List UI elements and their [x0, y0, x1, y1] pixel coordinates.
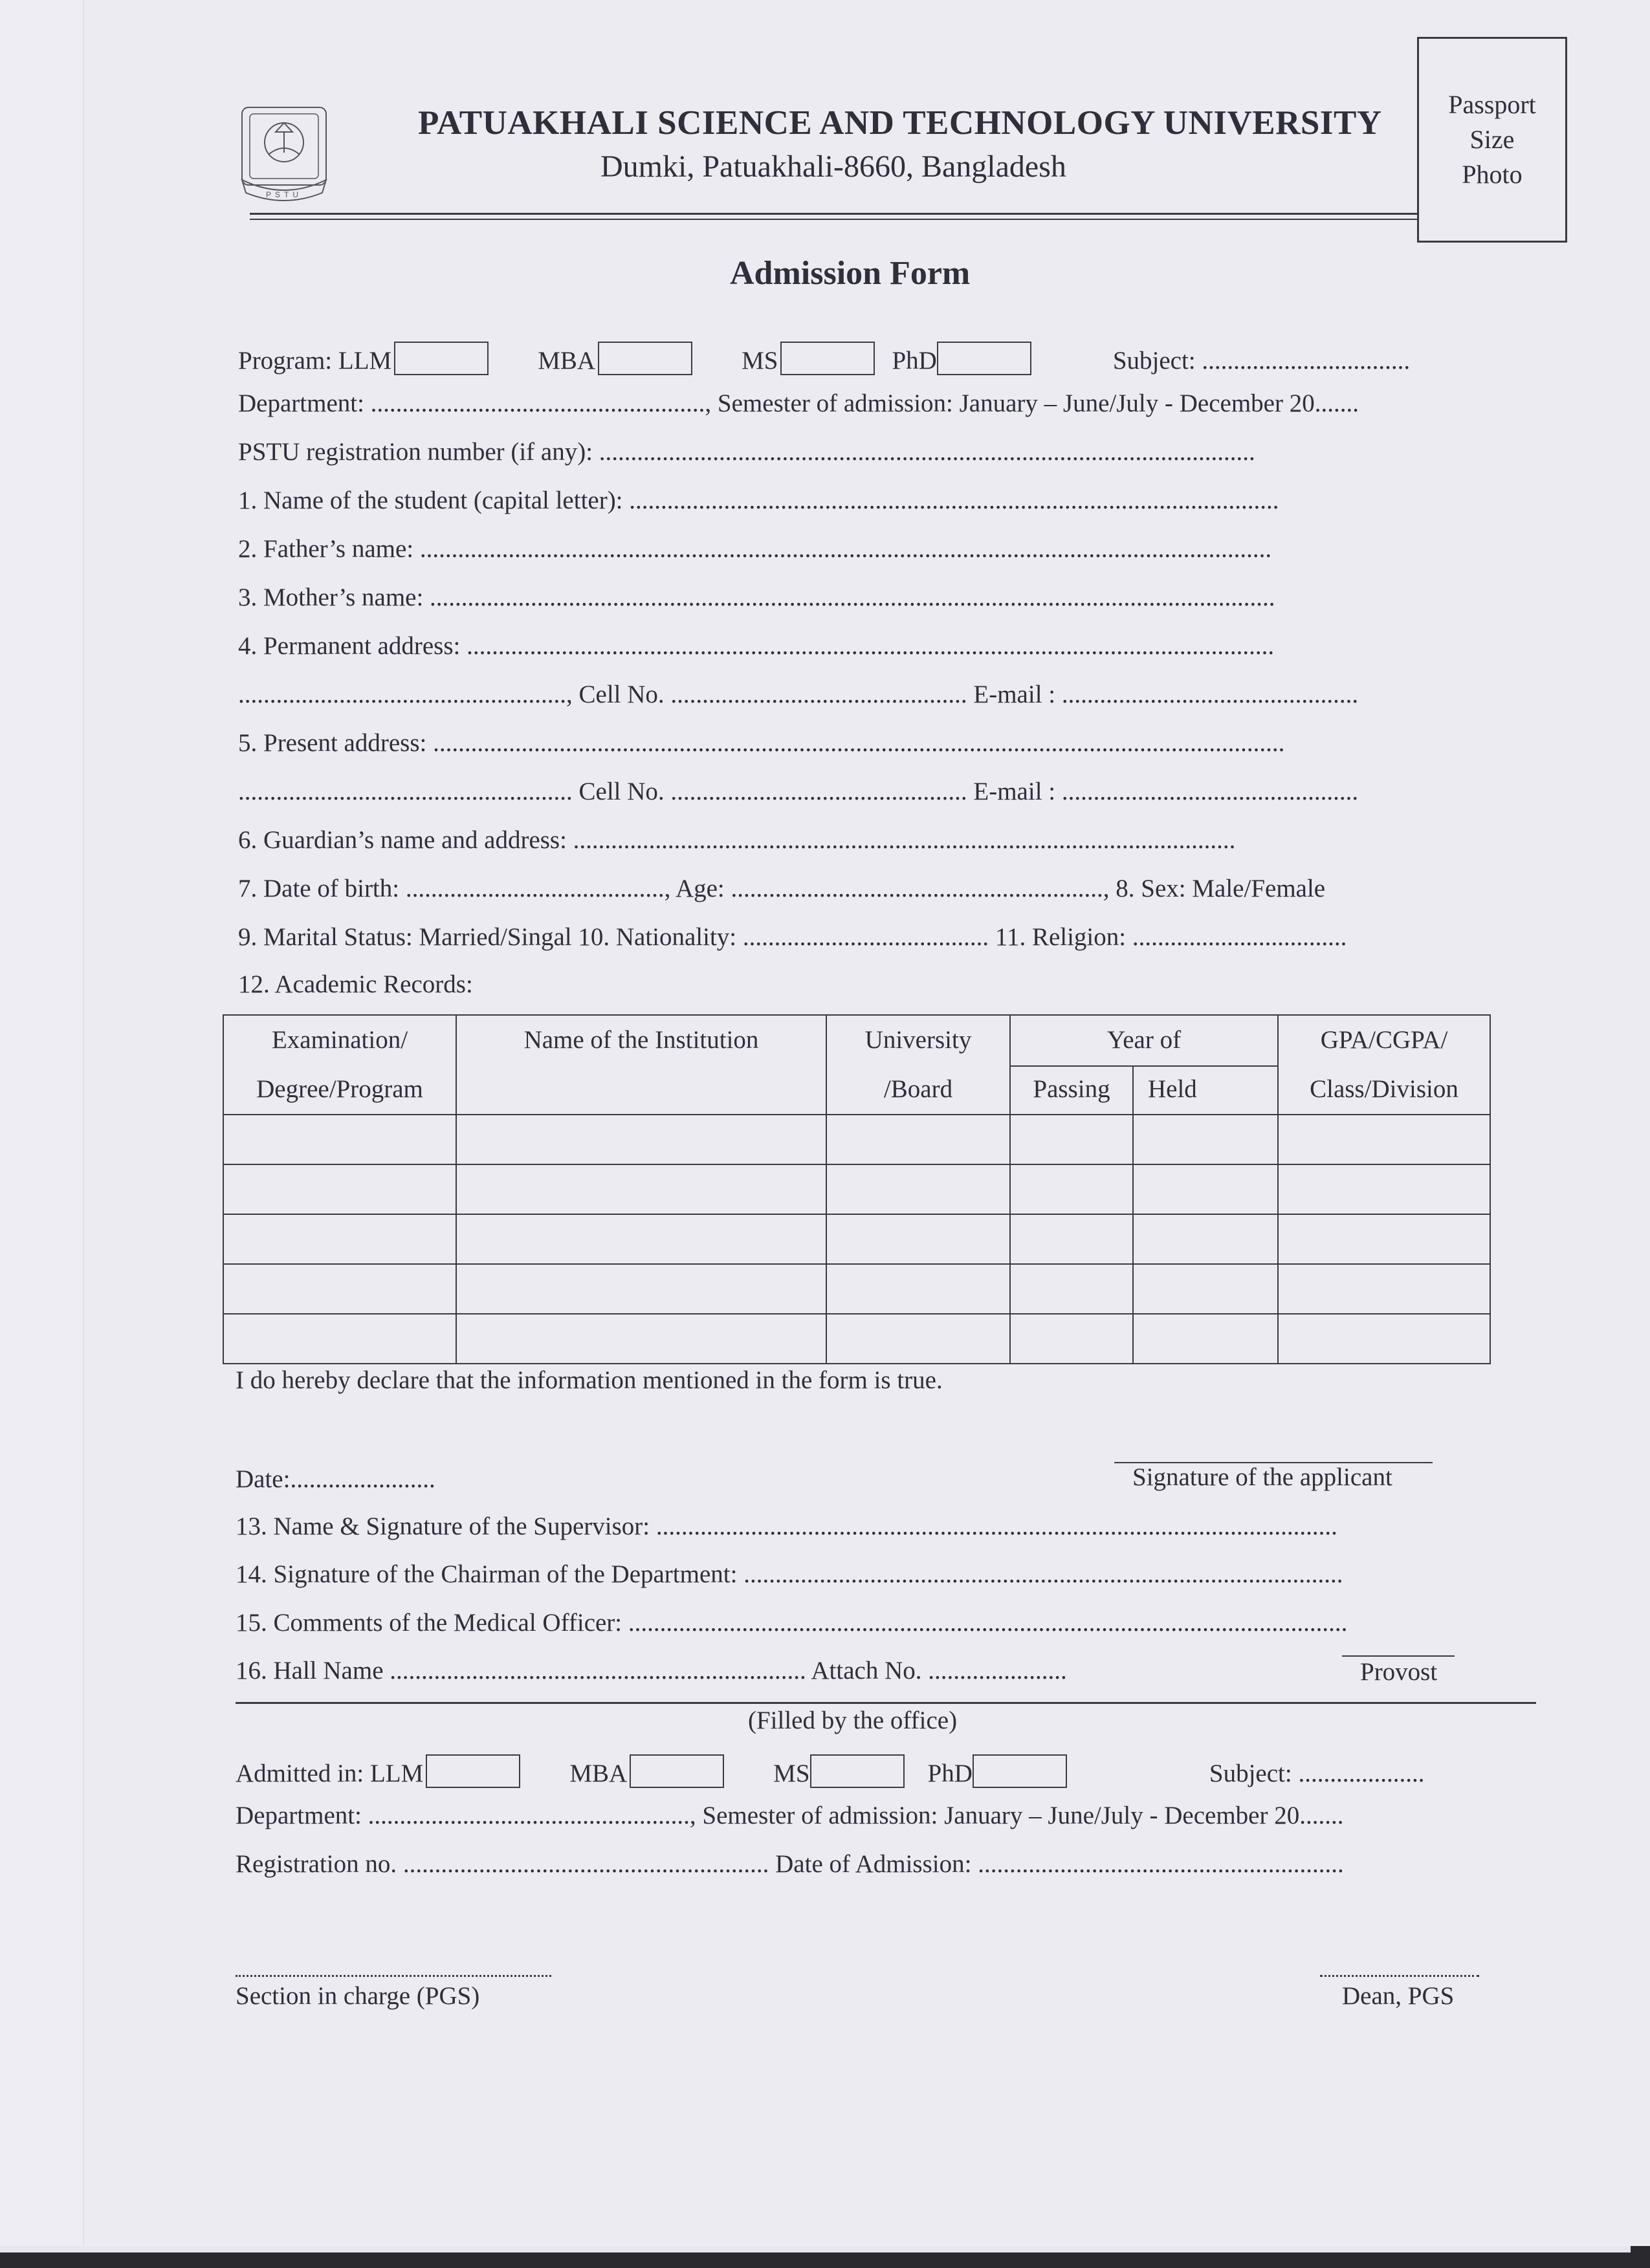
table-cell[interactable]	[1278, 1214, 1490, 1264]
table-cell[interactable]	[223, 1314, 456, 1364]
photo-label-line: Photo	[1462, 160, 1523, 189]
present-contact-line[interactable]: ..................................................... Cell No. ............................................... E-mail : ...............................................	[238, 778, 1359, 805]
table-cell[interactable]	[1133, 1264, 1278, 1314]
mother-name-line[interactable]: 3. Mother’s name: ......................................................................................................................................	[238, 583, 1275, 611]
office-ms-label: MS	[773, 1760, 810, 1787]
table-cell[interactable]	[1010, 1214, 1133, 1264]
marital-nationality-religion-line[interactable]: 9. Marital Status: Married/Singal 10. Nationality: ....................................... 11. Religion: ..................................	[238, 923, 1347, 951]
ms-checkbox[interactable]	[780, 342, 875, 375]
table-cell[interactable]	[826, 1164, 1010, 1214]
university-name: PATUAKHALI SCIENCE AND TECHNOLOGY UNIVERSITY	[418, 104, 1382, 142]
program-row	[238, 342, 1410, 375]
table-cell[interactable]	[223, 1214, 456, 1264]
table-row	[223, 1214, 1490, 1264]
table-cell[interactable]	[456, 1314, 826, 1364]
section-in-charge-label: Section in charge (PGS)	[236, 1982, 480, 2010]
office-subject-field[interactable]: Subject: ....................	[1209, 1760, 1425, 1787]
guardian-line[interactable]: 6. Guardian’s name and address: .........................................................................................................	[238, 826, 1236, 854]
table-cell[interactable]	[826, 1264, 1010, 1314]
university-address: Dumki, Patuakhali-8660, Bangladesh	[600, 149, 1066, 184]
header-gpa: GPA/CGPA/ Class/Division	[1278, 1015, 1490, 1115]
table-cell[interactable]	[1278, 1164, 1490, 1214]
table-row	[223, 1314, 1490, 1364]
mba-checkbox[interactable]	[598, 342, 692, 375]
signature-applicant-label: Signature of the applicant	[1132, 1463, 1392, 1491]
table-cell[interactable]	[1133, 1214, 1278, 1264]
table-cell[interactable]	[1133, 1314, 1278, 1364]
photo-label-line: Size	[1469, 125, 1515, 154]
university-logo-icon	[237, 104, 331, 204]
office-ms-checkbox[interactable]	[810, 1754, 905, 1788]
phd-label: PhD	[892, 347, 937, 375]
program-label: Program: LLM	[238, 347, 392, 375]
father-name-line[interactable]: 2. Father’s name: .......................................................................................................................................	[238, 535, 1272, 563]
academic-records-table	[223, 1014, 1491, 1364]
form-title: Admission Form	[730, 255, 971, 292]
mba-label: MBA	[538, 347, 596, 375]
header-examination: Examination/ Degree/Program	[223, 1015, 456, 1115]
table-cell[interactable]	[1133, 1164, 1278, 1214]
dob-age-sex-line[interactable]: 7. Date of birth: ........................................., Age: ..........................................................., 8. Sex: Male/Female	[238, 875, 1326, 902]
student-name-line[interactable]: 1. Name of the student (capital letter): .......................................................................................................	[238, 486, 1279, 514]
table-cell[interactable]	[223, 1164, 456, 1214]
medical-officer-line[interactable]: 15. Comments of the Medical Officer: ..................................................................................................................	[236, 1609, 1348, 1637]
provost-label: Provost	[1360, 1658, 1438, 1686]
table-cell[interactable]	[826, 1214, 1010, 1264]
header-rule	[250, 213, 1418, 215]
office-llm-checkbox[interactable]	[426, 1754, 520, 1788]
table-cell[interactable]	[1278, 1115, 1490, 1164]
admitted-row	[236, 1754, 1424, 1788]
scan-edge	[0, 2246, 1650, 2268]
office-department-line[interactable]: Department: ..................................................., Semester of admission: January – June/July - December 20.......	[236, 1802, 1344, 1829]
subject-field[interactable]: Subject: .................................	[1112, 347, 1411, 375]
header-university-board: University /Board	[826, 1015, 1010, 1115]
admitted-label: Admitted in: LLM	[236, 1760, 424, 1787]
table-cell[interactable]	[456, 1264, 826, 1314]
department-line[interactable]: Department: ....................................................., Semester of admission: January – June/July - December 20.......	[238, 389, 1359, 417]
table-cell[interactable]	[1133, 1115, 1278, 1164]
office-mba-checkbox[interactable]	[630, 1754, 724, 1788]
table-row	[223, 1115, 1490, 1164]
filled-by-office-label: (Filled by the office)	[748, 1706, 958, 1734]
table-cell[interactable]	[223, 1115, 456, 1164]
table-cell[interactable]	[1010, 1314, 1133, 1364]
header-passing: Passing	[1010, 1066, 1133, 1115]
table-cell[interactable]	[826, 1314, 1010, 1364]
office-registration-line[interactable]: Registration no. .......................................................... Date of Admission: ..........................................................	[236, 1850, 1344, 1878]
table-cell[interactable]	[1010, 1264, 1133, 1314]
hall-attach-line[interactable]: 16. Hall Name .................................................................. Attach No. ......................	[236, 1657, 1067, 1685]
table-cell[interactable]	[1278, 1264, 1490, 1314]
provost-signature-line[interactable]	[1342, 1655, 1455, 1657]
present-address-line[interactable]: 5. Present address: .......................................................................................................................................	[238, 729, 1285, 757]
table-row	[223, 1164, 1490, 1214]
phd-checkbox[interactable]	[937, 342, 1031, 375]
section-in-charge-signature-line[interactable]	[236, 1975, 551, 1977]
date-field[interactable]: Date:.......................	[236, 1465, 435, 1493]
table-cell[interactable]	[456, 1115, 826, 1164]
academic-records-label: 12. Academic Records:	[238, 970, 473, 998]
table-cell[interactable]	[826, 1115, 1010, 1164]
office-mba-label: MBA	[569, 1760, 628, 1787]
table-cell[interactable]	[456, 1214, 826, 1264]
pstu-registration-line[interactable]: PSTU registration number (if any): ........................................................................................................	[238, 438, 1255, 466]
photo-label-line: Passport	[1448, 90, 1536, 119]
office-phd-checkbox[interactable]	[973, 1754, 1067, 1788]
table-cell[interactable]	[223, 1264, 456, 1314]
header-year-of: Year of	[1010, 1015, 1278, 1066]
table-cell[interactable]	[1278, 1314, 1490, 1364]
chairman-line[interactable]: 14. Signature of the Chairman of the Department: ...............................................................................................	[236, 1560, 1343, 1588]
table-cell[interactable]	[1010, 1164, 1133, 1214]
office-section-rule	[236, 1702, 1536, 1704]
passport-photo-box[interactable]	[1417, 37, 1567, 243]
office-phd-label: PhD	[927, 1760, 973, 1787]
header-held: Held	[1133, 1066, 1278, 1115]
permanent-address-line[interactable]: 4. Permanent address: ................................................................................................................................	[238, 632, 1275, 660]
ms-label: MS	[742, 347, 778, 375]
llm-checkbox[interactable]	[394, 342, 489, 375]
header-rule-double	[250, 219, 1418, 220]
permanent-contact-line[interactable]: ...................................................., Cell No. ............................................... E-mail : ...............................................	[238, 681, 1359, 708]
declaration-text: I do hereby declare that the information mentioned in the form is true.	[236, 1366, 943, 1394]
supervisor-line[interactable]: 13. Name & Signature of the Supervisor: ............................................................................................................	[236, 1512, 1337, 1540]
dean-label: Dean, PGS	[1342, 1982, 1455, 2010]
table-cell[interactable]	[456, 1164, 826, 1214]
header-institution: Name of the Institution	[456, 1015, 826, 1115]
table-row	[223, 1264, 1490, 1314]
table-cell[interactable]	[1010, 1115, 1133, 1164]
logo-letters: PSTU	[265, 190, 303, 199]
dean-signature-line[interactable]	[1320, 1975, 1479, 1977]
